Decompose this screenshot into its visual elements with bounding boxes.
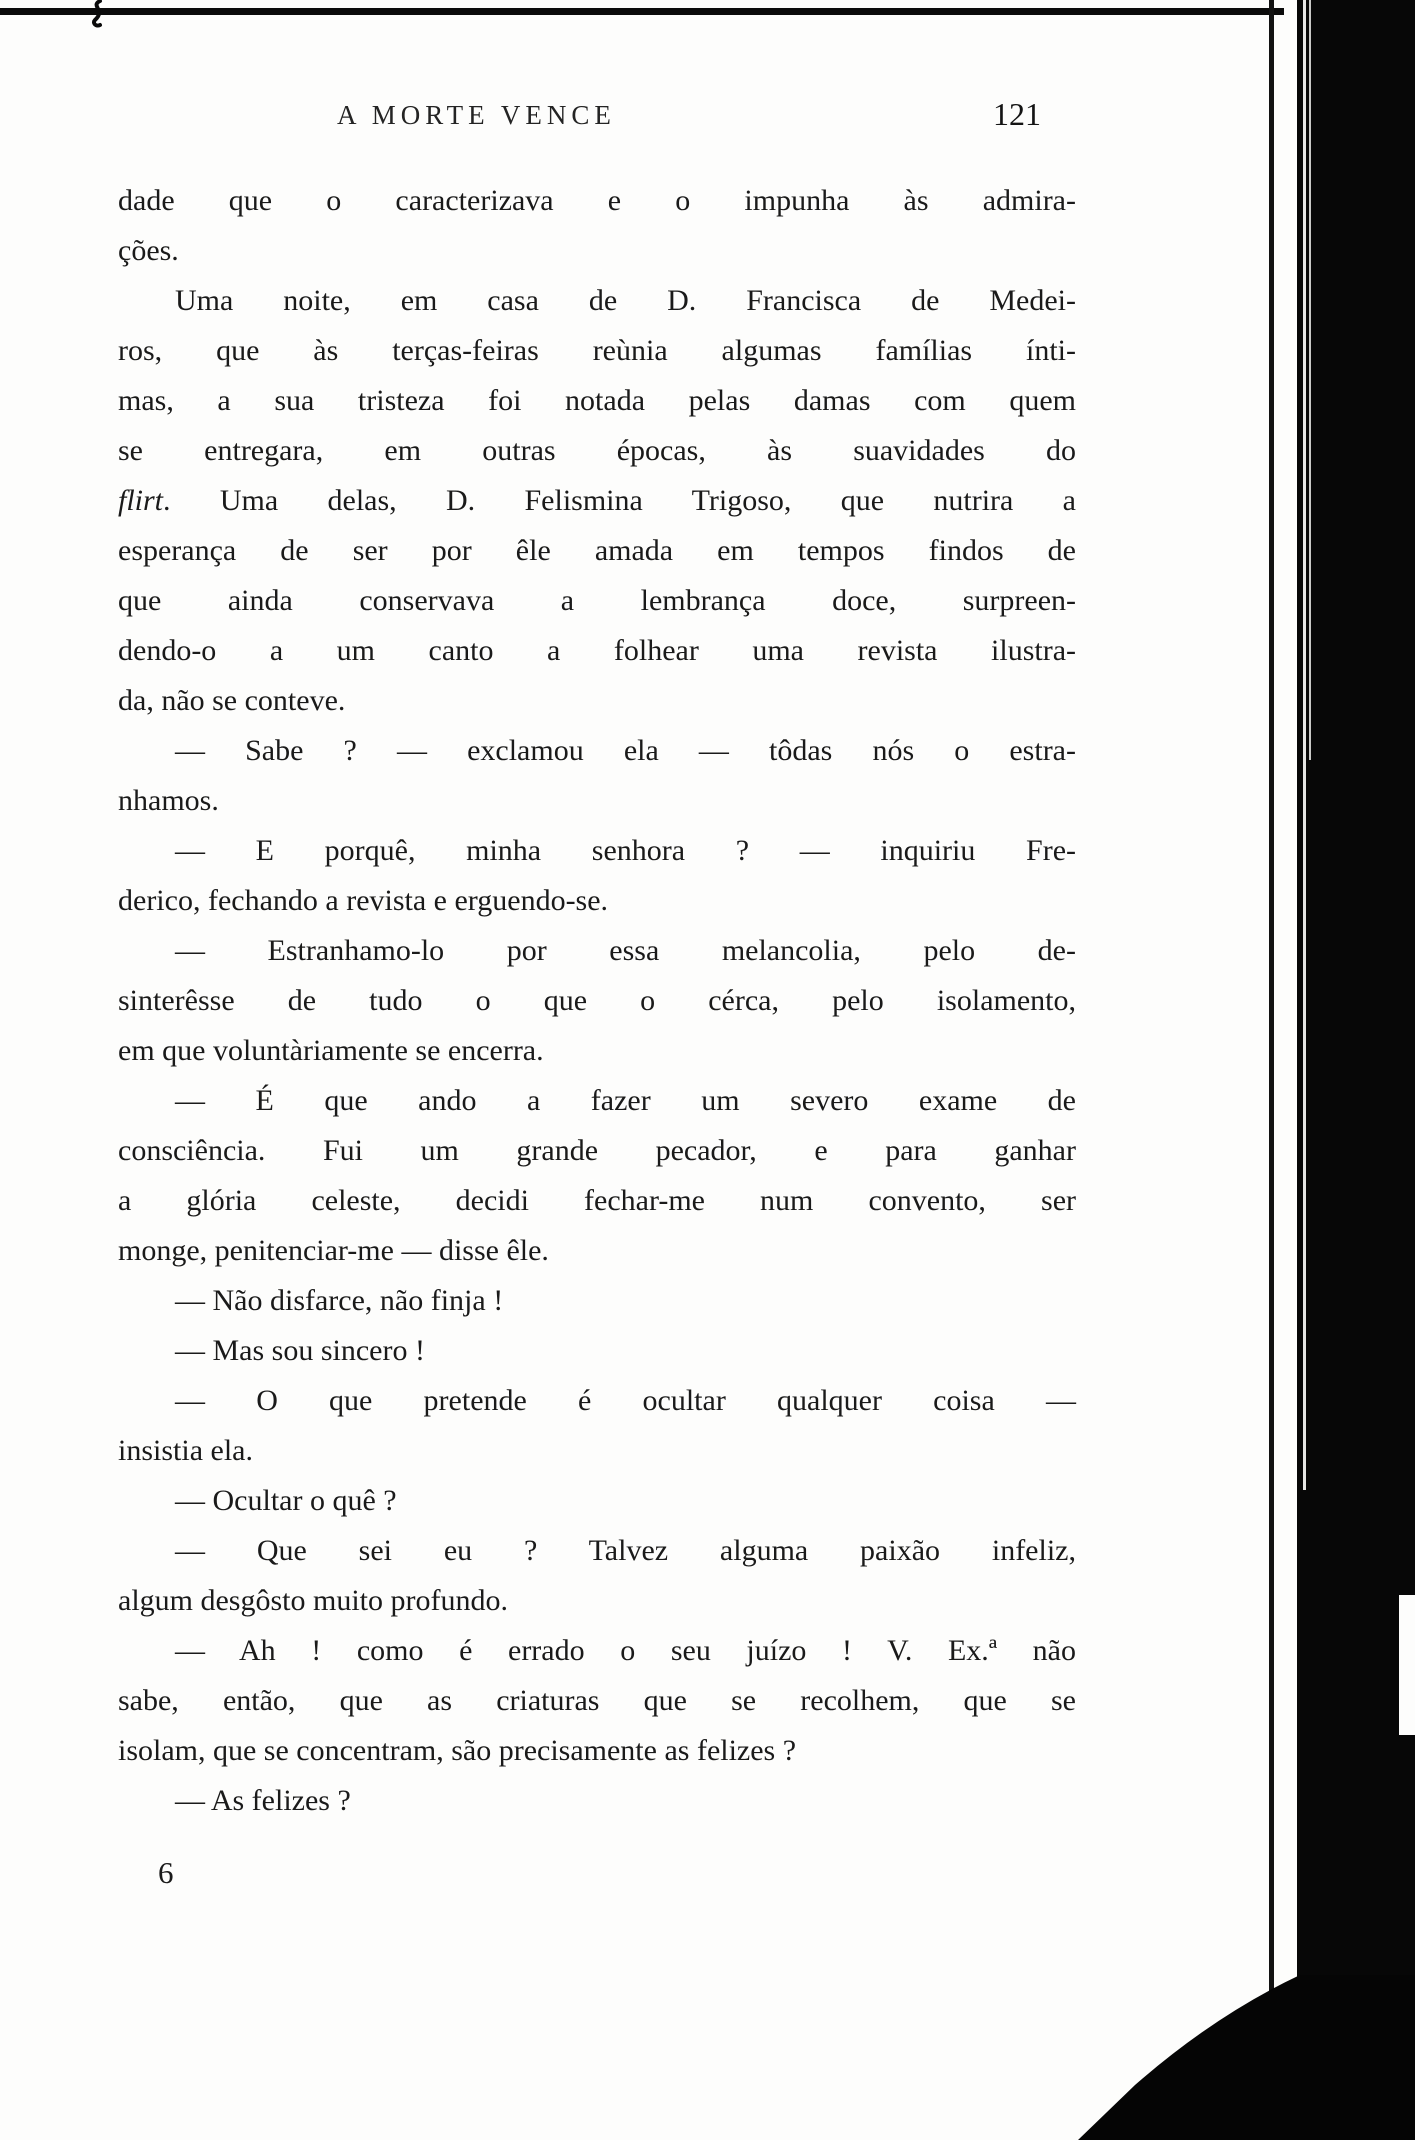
text-line: sabe, então, que as criaturas que se recolhem, que se [118,1684,1076,1717]
text-line: — Ocultar o quê ? [175,1484,397,1517]
paragraph [118,1076,1076,1276]
paragraph [118,1476,1076,1526]
text-line: consciência. Fui um grande pecador, e para ganhar [118,1134,1076,1167]
text-line: monge, penitenciar-me — disse êle. [118,1234,549,1267]
text-line: — Que sei eu ? Talvez alguma paixão infeliz, [175,1534,1076,1567]
text-line: sinterêsse de tudo o que o cérca, pelo isolamento, [118,984,1076,1017]
text-line: se entregara, em outras épocas, às suavidades do [118,434,1076,467]
paragraph [118,726,1076,826]
text-block [118,176,1076,1898]
text-line: — E porquê, minha senhora ? — inquiriu Fre- [175,834,1076,867]
text-line: que ainda conservava a lembrança doce, surpreen- [118,584,1076,617]
text-line: nhamos. [118,784,219,817]
paragraph [118,1326,1076,1376]
text-line: algum desgôsto muito profundo. [118,1584,508,1617]
page-header [118,96,1076,140]
text-line: ções. [118,234,179,267]
paragraph [118,826,1076,926]
text-line: derico, fechando a revista e erguendo-se. [118,884,609,917]
text-line: — É que ando a fazer um severo exame de [175,1084,1076,1117]
text-line: em que voluntàriamente se encerra. [118,1034,544,1067]
paragraph [118,1276,1076,1326]
text-line: — Ah ! como é errado o seu juízo ! V. Ex.ª não [175,1634,1076,1667]
paragraph [118,926,1076,1076]
text-line: insistia ela. [118,1434,253,1467]
text-line: dendo-o a um canto a folhear uma revista ilustra- [118,634,1076,667]
text-line: — Estranhamo-lo por essa melancolia, pelo de- [175,934,1076,967]
paragraph [118,276,1076,726]
paragraph [118,1526,1076,1626]
text-line: flirt. Uma delas, D. Felismina Trigoso, que nutrira a [118,484,1076,517]
text-line: — Não disfarce, não finja ! [175,1284,504,1317]
text-line: mas, a sua tristeza foi notada pelas damas com quem [118,384,1076,417]
text-line: dade que o caracterizava e o impunha às admira- [118,184,1076,217]
text-line: isolam, que se concentram, são precisamente as felizes ? [118,1734,797,1767]
text-line: ros, que às terças-feiras reùnia algumas famílias ínti- [118,334,1076,367]
text-line: a glória celeste, decidi fechar-me num convento, ser [118,1184,1076,1217]
running-title: A MORTE VENCE [337,100,616,130]
text-line: Uma noite, em casa de D. Francisca de Medei- [175,284,1076,317]
text-line: — As felizes ? [175,1784,351,1817]
text-line: esperança de ser por êle amada em tempos findos de [118,534,1076,567]
signature-mark: 6 [158,1855,174,1890]
text-line: — O que pretende é ocultar qualquer coisa — [175,1384,1076,1417]
paragraphs-container [118,176,1076,1826]
text-line: — Sabe ? — exclamou ela — tôdas nós o estra- [175,734,1076,767]
paragraph [118,1626,1076,1776]
text-line: — Mas sou sincero ! [175,1334,425,1367]
paragraph [118,1376,1076,1476]
paragraph [118,1776,1076,1826]
page-number: 121 [993,96,1041,132]
paragraph [118,176,1076,276]
text-line: da, não se conteve. [118,684,346,717]
